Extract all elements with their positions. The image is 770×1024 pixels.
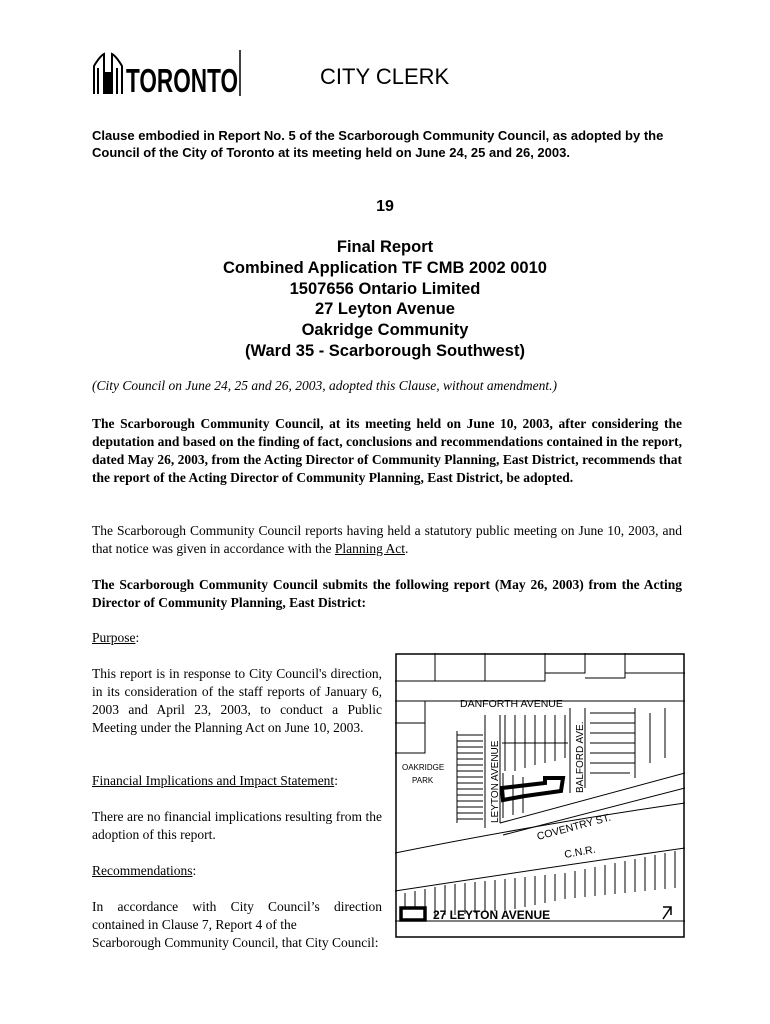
intro-clause: Clause embodied in Report No. 5 of the Scarborough Community Council, as adopted by the Council of the City of Toronto at its meeting held on June 24, 25 and 26, 2003. [92,128,664,160]
title-line: Combined Application TF CMB 2002 0010 [223,258,547,277]
leyton-label: LEYTON AVENUE [490,740,501,823]
legend-label: 27 LEYTON AVENUE [433,908,551,922]
planning-act-link: Planning Act [334,541,406,556]
title-line: 27 Leyton Avenue [315,300,455,319]
financial-text: There are no financial implications resulting from the adoption of this report. [92,809,382,842]
report-submission-paragraph: The Scarborough Community Council submits the following report (May 26, 2003) from the Acting Director of Community Planning, East District: [92,577,682,610]
recommendations-text-continued: Scarborough Community Council, that City Council: [92,935,379,950]
clause-number: 19 [376,198,394,215]
department-title: CITY CLERK [320,64,450,89]
financial-heading: Financial Implications and Impact Statement: [92,773,338,788]
legend-site-box [401,908,425,920]
balford-label: BALFORD AVE. [575,721,586,793]
rail-label: C.N.R. [563,843,597,861]
toronto-logo [90,48,250,98]
title-line: (Ward 35 - Scarborough Southwest) [245,341,525,360]
title-line: Oakridge Community [301,321,469,340]
council-recommendation-paragraph: The Scarborough Community Council, at its meeting held on June 10, 2003, after considering the deputation and based on the finding of fact, conclusions and recommendations contained in the report, dated May 26, 2003, from the Acting Director of Community Planning, East District, recommends that the report of the Acting Director of Community Planning, East District, be adopted. [92,416,682,485]
purpose-heading: Purpose: [92,630,140,645]
public-meeting-text: The Scarborough Community Council reports having held a statutory public meeting on June 10, 2003, and that notice was given in accordance with the [92,523,682,556]
recommendations-text: In accordance with City Council’s direction contained in Clause 7, Report 4 of the [92,899,382,932]
city-hall-icon [94,54,122,94]
logo-wordmark: TORONTO [126,62,238,99]
park-label-line2: PARK [412,776,434,785]
danforth-label: DANFORTH AVENUE [460,698,563,710]
public-meeting-paragraph [92,522,682,558]
recommendations-heading: Recommendations: [92,863,197,878]
report-title [0,237,770,362]
park-label-line1: OAKRIDGE [402,763,445,772]
public-meeting-end: . [405,541,409,556]
adoption-note: (City Council on June 24, 25 and 26, 2003, adopted this Clause, without amendment.) [92,378,557,393]
coventry-label: COVENTRY ST. [535,811,613,843]
title-line: Final Report [336,238,434,256]
title-line: 1507656 Ontario Limited [289,279,481,298]
location-map [395,653,685,938]
purpose-text: This report is in response to City Council's direction, in its consideration of the staff reports of January 6, 2003 and April 23, 2003, to conduct a Public Meeting under the Planning Act on June 10, 2003. [92,666,382,735]
